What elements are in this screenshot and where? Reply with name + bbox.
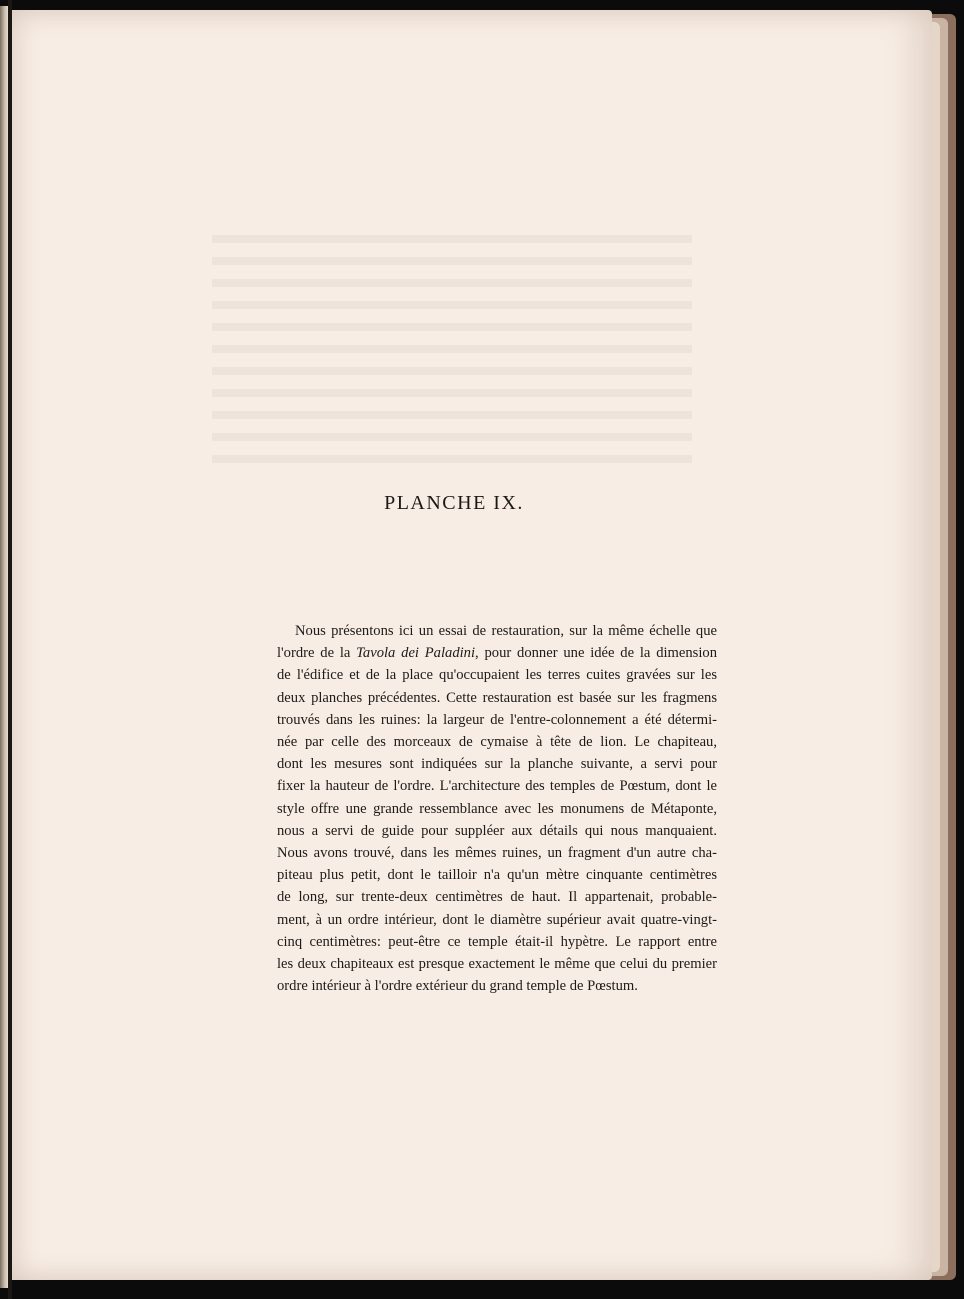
text-fragment: , pour donner une idée de la dimension bbox=[475, 645, 717, 662]
text-line: trouvés dans les ruines: la largeur de l'entre-colonnement a été détermi- bbox=[277, 711, 717, 728]
text-line: de long, sur trente-deux centimètres de haut. Il appartenait, probable- bbox=[277, 889, 717, 906]
italic-title: Tavola dei Paladini bbox=[356, 645, 476, 662]
text-line: Nous présentons ici un essai de restauration, sur la même échelle que bbox=[295, 623, 717, 639]
text-fragment: l'ordre de la bbox=[277, 645, 357, 662]
book-page bbox=[12, 10, 932, 1280]
text-line: piteau plus petit, dont le tailloir n'a qu'un mètre cinquante centimètres bbox=[277, 867, 717, 884]
show-through-text bbox=[212, 235, 692, 465]
text-line: deux planches précédentes. Cette restauration est basée sur les fragmens bbox=[277, 689, 717, 706]
text-line: nous a servi de guide pour suppléer aux détails qui nous manquaient. bbox=[277, 822, 717, 839]
text-line: style offre une grande ressemblance avec les monumens de Métaponte, bbox=[277, 800, 717, 817]
plate-description bbox=[277, 620, 717, 997]
text-line: Nous avons trouvé, dans les mêmes ruines, un fragment d'un autre cha- bbox=[277, 845, 717, 862]
facing-page-edge bbox=[0, 6, 8, 1288]
text-line: ordre intérieur à l'ordre extérieur du grand temple de Pœstum. bbox=[277, 978, 638, 995]
text-line: dont les mesures sont indiquées sur la planche suivante, a servi pour bbox=[277, 756, 717, 773]
text-line: fixer la hauteur de l'ordre. L'architecture des temples de Pœstum, dont le bbox=[277, 778, 717, 795]
text-line bbox=[277, 642, 717, 664]
text-line: de l'édifice et de la place qu'occupaient les terres cuites gravées sur les bbox=[277, 667, 717, 684]
text-line: les deux chapiteaux est presque exactement le même que celui du premier bbox=[277, 956, 717, 973]
text-line: ment, à un ordre intérieur, dont le diamètre supérieur avait quatre-vingt- bbox=[277, 911, 717, 928]
text-line: née par celle des morceaux de cymaise à tête de lion. Le chapiteau, bbox=[277, 734, 717, 751]
text-line: cinq centimètres: peut-être ce temple était-il hypètre. Le rapport entre bbox=[277, 933, 717, 950]
plate-title: PLANCHE IX. bbox=[384, 492, 524, 514]
